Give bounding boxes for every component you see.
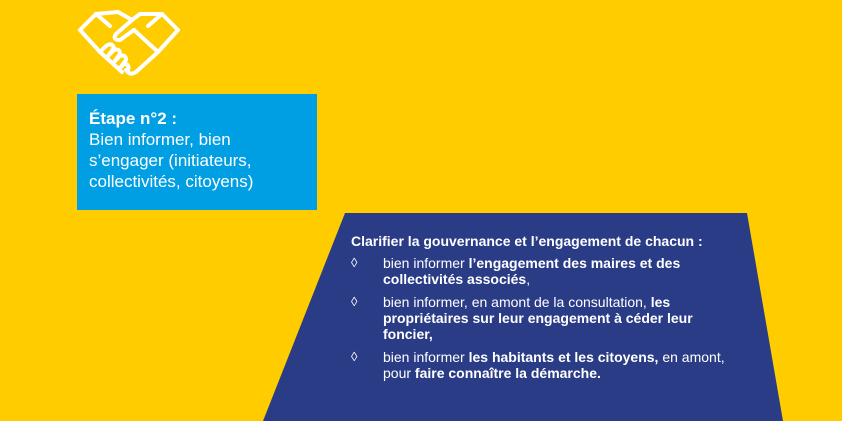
item-text: bien informer bbox=[383, 349, 469, 365]
step-text-line-2: s’engager (initiateurs, bbox=[89, 151, 252, 170]
step-text-line-1: Bien informer, bien bbox=[89, 130, 231, 149]
step-text-line-3: collectivités, citoyens) bbox=[89, 172, 254, 191]
panel-heading: Clarifier la gouvernance et l’engagement de chacun : bbox=[351, 233, 703, 249]
item-text-bold: faire connaître la démarche. bbox=[414, 365, 601, 381]
item-text: , bbox=[526, 271, 531, 287]
diamond-bullet-icon: ◊ bbox=[351, 255, 358, 270]
step-title: Étape n°2 : bbox=[89, 109, 178, 128]
item-text: en amont, pour bbox=[383, 349, 725, 381]
governance-content bbox=[351, 233, 731, 388]
handshake-icon bbox=[76, 6, 182, 78]
diamond-bullet-icon: ◊ bbox=[351, 349, 358, 364]
list-item bbox=[351, 294, 731, 342]
item-text: bien informer bbox=[383, 255, 469, 271]
bullet-list bbox=[351, 255, 731, 381]
item-text-bold: l’engagement des maires et des collectivités associés bbox=[383, 255, 681, 287]
step-box bbox=[77, 94, 317, 210]
list-item bbox=[351, 349, 731, 381]
diamond-bullet-icon: ◊ bbox=[351, 294, 358, 309]
item-text: bien informer, en amont de la consultation, bbox=[383, 294, 651, 310]
list-item bbox=[351, 255, 731, 287]
item-text-bold: les habitants et les citoyens, bbox=[468, 349, 659, 365]
item-text-bold: les propriétaires sur leur engagement à céder leur foncier, bbox=[383, 294, 693, 342]
